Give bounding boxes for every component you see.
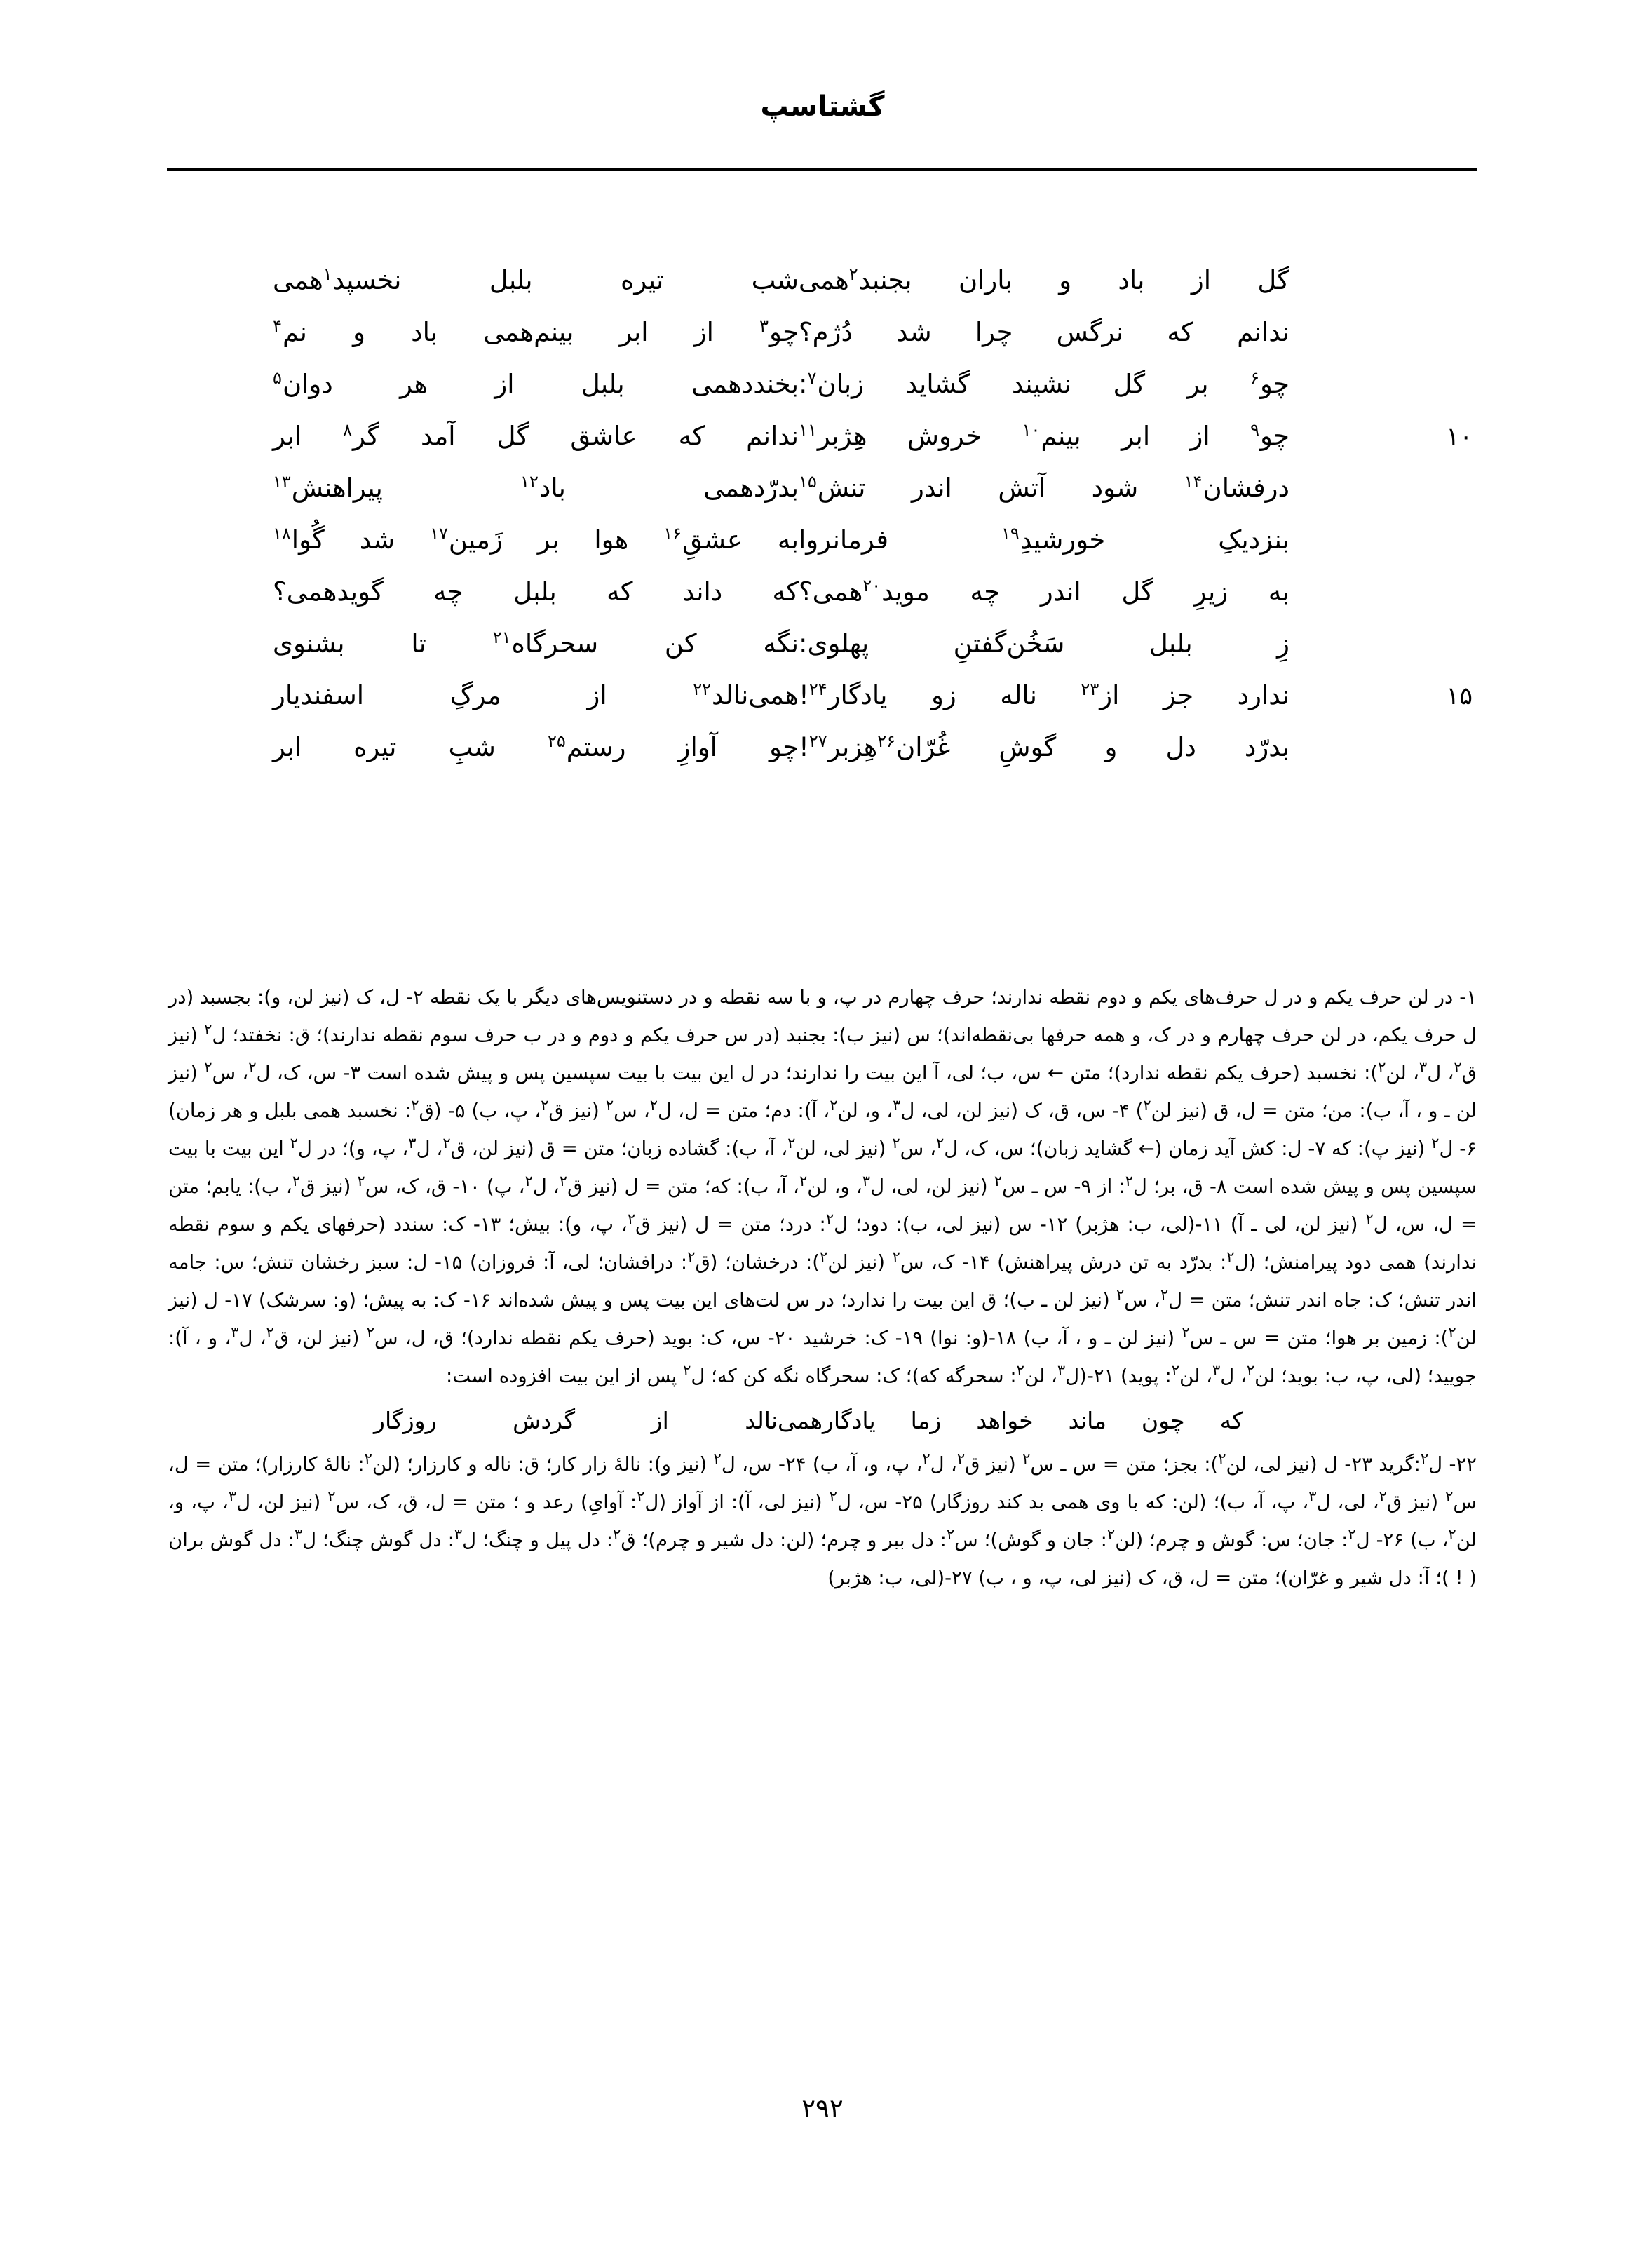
hemistich-right: نگه کن سحرگاه$^{۲۱}$ تا بشنوی	[273, 627, 799, 659]
header-rule	[167, 168, 1477, 171]
verse-line	[168, 732, 1477, 784]
critical-apparatus	[168, 978, 1477, 1597]
verse-line	[168, 369, 1477, 421]
inserted-hemistich-right: همی‌نالد از گردش روزگار	[374, 1407, 822, 1434]
hemistich-left: گل از باد و باران بجنبد$^۲$همی	[799, 264, 1289, 295]
verse-line	[168, 628, 1477, 680]
verse-line	[168, 525, 1477, 576]
hemistich-left: بدرّد دل و گوشِ غُرّان$^{۲۶}$هِزبر$^{۲۷}$!	[799, 731, 1289, 762]
verse-line-number: ۱۰	[1446, 423, 1473, 451]
hemistich-right: چو آوازِ رستم$^{۲۵}$ شبِ تیره ابر	[273, 731, 799, 762]
verse-line-number: ۱۵	[1446, 682, 1473, 710]
verse-line	[168, 265, 1477, 317]
verse-line	[168, 576, 1477, 628]
apparatus-paragraph: ۱- در لن حرف یکم و در ل حرف‌های یکم و دوم نقطه ندارند؛ حرف چهارم در پ، و با سه نقطه و در دستنویس‌های دیگر با یک نقطه ۲- ل، ک (نیز لن، و): بجسبد (در ل حرف یکم، در لن حرف چهارم و در ک، و همه حرفها بی‌نقطه‌اند)؛ س (نیز ب): بجنبد (در س حرف یکم و دوم و در ب حرف سوم نقطه ندارند)؛ ق: نخفتد؛ ل$^۲$ (نیز ق$^۲$، ل$^۳$، لن$^۲$): نخسبد (حرف یکم نقطه ندارد)؛ متن ← س، ب؛ لی، آ این بیت را ندارند؛ در ل این بیت با بیت سپسین پس و پیش شده است ۳- س، ک، ل$^۲$، س$^۲$ (نیز لن ـ و ، آ، ب): من؛ متن = ل، ق (نیز لن$^۲$) ۴- س، ق، ک (نیز لن، لی، ل$^۳$، و، لن$^۲$، آ): دم؛ متن = ل، ل$^۲$، س$^۲$ (نیز ق$^۲$، پ، ب) ۵- (ق$^۲$: نخسبد همی بلبل و هر زمان) ۶- ل$^۲$ (نیز پ): که ۷- ل: کش آید زمان (← گشاید زبان)؛ س، ک، ل$^۲$، س$^۲$ (نیز لی، لن$^۲$، آ، ب): گشاده زبان؛ متن = ق (نیز لن، ق$^۲$، ل$^۳$، پ، و)؛ در ل$^۲$ این بیت با بیت سپسین پس و پیش شده است ۸- ق، بر؛ ل$^۲$: از ۹- س ـ س$^۲$ (نیز لن، لی، ل$^۳$، و، لن$^۲$، آ، ب): که؛ متن = ل (نیز ق$^۲$، ل$^۲$، پ) ۱۰- ق، ک، س$^۲$ (نیز ق$^۲$، ب): یابم؛ متن = ل، س، ل$^۲$ (نیز لن، لی ـ آ) ۱۱-(لی، ب: هژبر) ۱۲- س (نیز لی، ب): دود؛ ل$^۲$: درد؛ متن = ل (نیز ق$^۲$، پ، و): بیش؛ ۱۳- ک: سندد (حرفهای یکم و سوم نقطه ندارند) همی دود پیرامنش؛ (ل$^۲$: بدرّد به تن درش پیراهنش) ۱۴- ک، س$^۲$ (نیز لن$^۲$): درخشان؛ (ق$^۲$: درافشان؛ لی، آ: فروزان) ۱۵- ل: سبز رخشان تنش؛ س: جامه اندر تنش؛ ک: جاه اندر تنش؛ متن = ل$^۲$، س$^۲$ (نیز لن ـ ب)؛ ق این بیت را ندارد؛ در س لت‌های این بیت پس و پیش شده‌اند ۱۶- ک: به پیش؛ (و: سرشک) ۱۷- ل (نیز لن$^۲$): زمین بر هوا؛ متن = س ـ س$^۲$ (نیز لن ـ و ، آ، ب) ۱۸-(و: نوا) ۱۹- ک: خرشید ۲۰- س، ک: بوید (حرف یکم نقطه ندارد)؛ ق، ل، س$^۲$ (نیز لن، ق$^۲$، ل$^۳$، و ، آ): جویید؛ (لی، پ، ب: بوید؛ لن$^۲$، ل$^۳$، لن$^۲$: پوید) ۲۱-(ل$^۳$، لن$^۲$: سحرگه که)؛ ک: سحرگاه نگه کن که؛ ل$^۲$ پس از این بیت افزوده است:	[168, 986, 1477, 1387]
verse-line	[168, 317, 1477, 369]
hemistich-right: بدرّد‌همی باد$^{۱۲}$ پیراهنش$^{۱۳}$	[273, 471, 799, 503]
inserted-hemistich-left: که چون ماند خواهد زما یادگار	[822, 1407, 1243, 1434]
verse-line	[168, 680, 1477, 732]
hemistich-right: همی‌نالد$^{۲۲}$ از مرگِ اسفندیار	[273, 679, 799, 710]
folio-page-number: ۲۹۲	[801, 2093, 844, 2124]
hemistich-right: بخندد‌همی بلبل از هر دوان$^۵$	[273, 367, 799, 399]
hemistich-left: چو$^۶$ بر گل نشیند گشاید زبان$^۷$:	[799, 367, 1289, 399]
apparatus-paragraph: ۲۲- ل$^۲$:گرید ۲۳- ل (نیز لی، لن$^۲$): بجز؛ متن = س ـ س$^۲$ (نیز ق$^۲$، ل$^۲$، پ، و، آ، ب) ۲۴- س، ل$^۲$ (نیز و): نالهٔ زار کار؛ ق: ناله و کارزار؛ (لن$^۲$: نالهٔ کارزار)؛ متن = ل، س$^۲$ (نیز ق$^۲$، لی، ل$^۳$، پ، آ، ب)؛ (لن: که با وی همی بد کند روزگار) ۲۵- س، ل$^۲$ (نیز لی، آ): از آواز (ل$^۲$: آوایِ) رعد و ؛ متن = ل، ق، ک، س$^۲$ (نیز لن، ل$^۳$، پ، و، لن$^۲$، ب) ۲۶- ل$^۲$: جان؛ س: گوش و چرم؛ (لن$^۲$: جان و گوش)؛ س$^۲$: دل ببر و چرم؛ (لن: دل شیر و چرم)؛ ق$^۲$: دل پیل و چنگ؛ ل$^۳$: دل گوش چنگ؛ ل$^۳$: دل گوش بران ( ! )؛ آ: دل شیر و غرّان)؛ متن = ل، ق، ک (نیز لی، پ، و ، ب) ۲۷-(لی، ب: هژبر)	[168, 1450, 1477, 1589]
verse-line	[168, 473, 1477, 525]
hemistich-left: زِ بلبل سَخُن‌گفتنِ پهلوی:	[799, 628, 1289, 659]
hemistich-left: درفشان$^{۱۴}$ شود آتش اندر تنش$^{۱۵}$	[799, 471, 1289, 503]
verse-block	[168, 265, 1477, 784]
page-header	[168, 91, 1477, 172]
hemistich-right: که داند که بلبل چه گوید‌همی؟	[273, 576, 799, 607]
hemistich-left: به زیرِ گل اندر چه موید$^{۲۰}$همی؟	[799, 575, 1289, 607]
hemistich-right: به عشقِ$^{۱۶}$ هوا بر زَمین$^{۱۷}$ شد گُوا$^{۱۸}$	[273, 523, 799, 555]
inserted-verse-line	[168, 1395, 1477, 1445]
hemistich-right: چو$^۳$ از ابر بینم‌همی باد و نم$^۴$	[273, 316, 799, 347]
hemistich-left: ندانم که نرگس چرا شد دُژم؟	[799, 317, 1289, 347]
hemistich-left: بنزدیکِ خورشیدِ$^{۱۹}$ فرمانروا	[799, 523, 1289, 555]
hemistich-right: ندانم که عاشق گل آمد گر$^۸$ ابر	[273, 419, 799, 451]
hemistich-left: چو$^۹$ از ابر بینم$^{۱۰}$ خروش هِژبر$^{۱۱}$	[799, 419, 1289, 451]
hemistich-right: شب تیره بلبل نخسپد$^۱$همی	[273, 264, 799, 295]
running-head-title: گشتاسپ	[760, 90, 885, 123]
verse-line	[168, 421, 1477, 473]
hemistich-left: ندارد جز از$^{۲۳}$ ناله زو یادگار$^{۲۴}$!	[799, 679, 1289, 710]
